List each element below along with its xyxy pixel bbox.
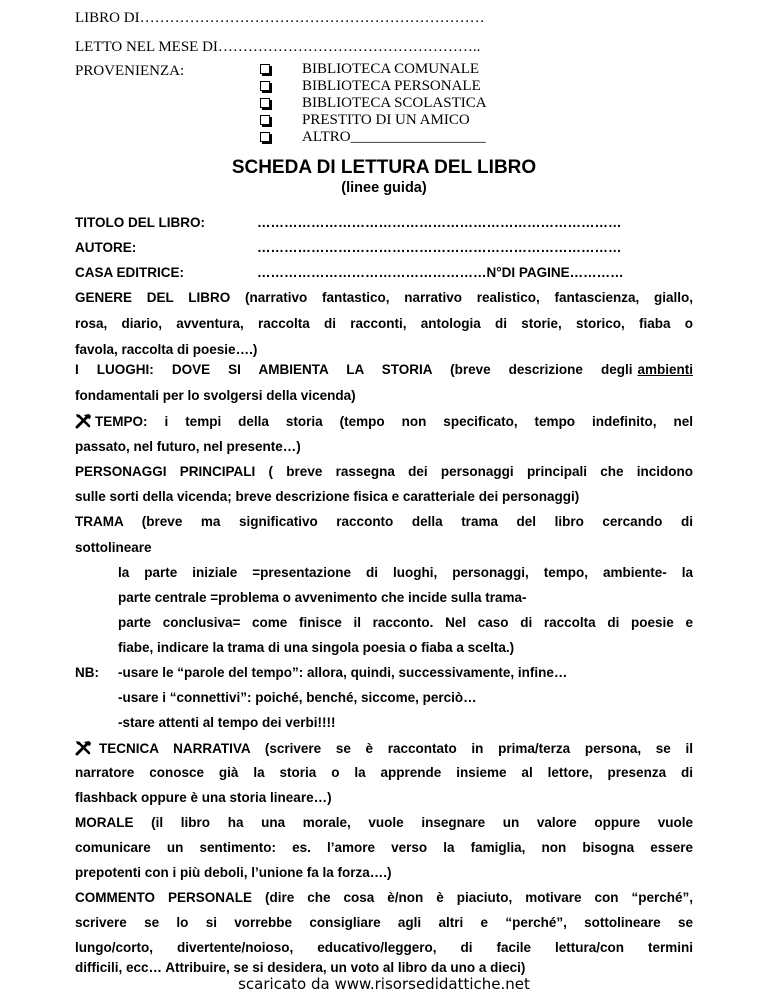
checkbox-prestito-amico[interactable] — [260, 115, 270, 125]
morale-line-1: MORALE (il libro ha una morale, vuole insegnare un valore oppure vuole — [75, 815, 693, 830]
commento-line-4: difficili, ecc… Attribuire, se si desidera, un voto al libro da uno a dieci) — [75, 960, 526, 975]
personaggi-line-1: PERSONAGGI PRINCIPALI ( breve rassegna dei personaggi principali che incidono — [75, 464, 693, 479]
tempo-line-2: passato, nel futuro, nel presente…) — [75, 439, 301, 454]
letto-nel-mese-field[interactable]: LETTO NEL MESE DI…………………………………………….. — [75, 39, 481, 55]
page-title: SCHEDA DI LETTURA DEL LIBRO — [231, 157, 537, 178]
nb-line-3: -stare attenti al tempo dei verbi!!!! — [118, 715, 336, 730]
casa-editrice-label: CASA EDITRICE: — [75, 265, 185, 280]
luoghi-line-1 — [75, 362, 693, 377]
commento-line-1: COMMENTO PERSONALE (dire che cosa è/non è piaciuto, motivare con “perché”, — [75, 890, 693, 905]
option-prestito-amico: PRESTITO DI UN AMICO — [302, 112, 470, 128]
footer-source: scaricato da www.risorsedidattiche.net — [238, 975, 530, 993]
autore-field[interactable]: ……………………………………………………………………… — [257, 240, 622, 255]
trama-line-3: la parte iniziale =presentazione di luoghi, personaggi, tempo, ambiente- la — [118, 565, 693, 580]
option-altro[interactable]: ALTRO__________________ — [302, 129, 486, 145]
option-biblioteca-comunale: BIBLIOTECA COMUNALE — [302, 61, 480, 77]
trama-line-4: parte centrale =problema o avvenimento che incide sulla trama- — [118, 590, 527, 605]
commento-line-2: scrivere se lo si vorrebbe consigliare agli altri e “perché”, sottolineare se — [75, 915, 693, 930]
checkbox-biblioteca-personale[interactable] — [260, 81, 270, 91]
option-biblioteca-personale: BIBLIOTECA PERSONALE — [302, 78, 481, 94]
genere-line-1: GENERE DEL LIBRO (narrativo fantastico, narrativo realistico, fantascienza, giallo, — [75, 290, 693, 305]
casa-editrice-field[interactable]: ……………………………………………N°DI PAGINE………… — [257, 265, 624, 280]
provenienza-label: PROVENIENZA: — [75, 63, 185, 79]
morale-line-3: prepotenti con i più deboli, l’unione fa la forza….) — [75, 865, 392, 880]
tecnica-line-2: narratore conosce già la storia o la apprende insieme al lettore, presenza di — [75, 765, 693, 780]
luoghi-ambienti: ambienti — [637, 362, 693, 377]
tempo-line-1 — [75, 413, 693, 429]
checkbox-biblioteca-scolastica[interactable] — [260, 98, 270, 108]
commento-line-3: lungo/corto, divertente/noioso, educativo/leggero, di facile lettura/con termini — [75, 940, 693, 955]
titolo-field[interactable]: ……………………………………………………………………… — [257, 215, 622, 230]
nb-label: NB: — [75, 665, 99, 680]
checkbox-biblioteca-comunale[interactable] — [260, 64, 270, 74]
checkbox-altro[interactable] — [260, 132, 270, 142]
tecnica-line-1 — [75, 740, 693, 756]
tools-icon — [75, 413, 93, 429]
genere-line-3: favola, raccolta di poesie….) — [75, 342, 258, 357]
nb-line-2: -usare i “connettivi”: poiché, benché, siccome, perciò… — [118, 690, 477, 705]
tecnica-line-3: flashback oppure è una storia lineare…) — [75, 790, 332, 805]
option-biblioteca-scolastica: BIBLIOTECA SCOLASTICA — [302, 95, 487, 111]
trama-line-2: sottolineare — [75, 540, 152, 555]
autore-label: AUTORE: — [75, 240, 137, 255]
tempo-text-1: TEMPO: i tempi della storia (tempo non specificato, tempo indefinito, nel — [95, 413, 693, 429]
titolo-label: TITOLO DEL LIBRO: — [75, 215, 205, 230]
trama-line-5: parte conclusiva= come finisce il racconto. Nel caso di raccolta di poesie e — [118, 615, 693, 630]
morale-line-2: comunicare un sentimento: es. l’amore verso la famiglia, non bisogna essere — [75, 840, 693, 855]
trama-line-6: fiabe, indicare la trama di una singola poesia o fiaba a scelta.) — [118, 640, 515, 655]
trama-line-1: TRAMA (breve ma significativo racconto della trama del libro cercando di — [75, 514, 693, 529]
libro-di-field[interactable]: LIBRO DI…………………………………………………………… — [75, 10, 485, 26]
genere-line-2: rosa, diario, avventura, raccolta di racconti, antologia di storie, storico, fiaba o — [75, 316, 693, 331]
nb-line-1: -usare le “parole del tempo”: allora, quindi, successivamente, infine… — [118, 665, 568, 680]
tecnica-text-1: TECNICA NARRATIVA (scrivere se è raccontato in prima/terza persona, se il — [99, 740, 693, 756]
luoghi-text: I LUOGHI: DOVE SI AMBIENTA LA STORIA (breve descrizione degli — [75, 362, 633, 377]
page-subtitle: (linee guida) — [341, 180, 427, 196]
luoghi-line-2: fondamentali per lo svolgersi della vicenda) — [75, 388, 356, 403]
tools-icon — [75, 740, 93, 756]
personaggi-line-2: sulle sorti della vicenda; breve descrizione fisica e caratteriale dei personaggi) — [75, 489, 580, 504]
